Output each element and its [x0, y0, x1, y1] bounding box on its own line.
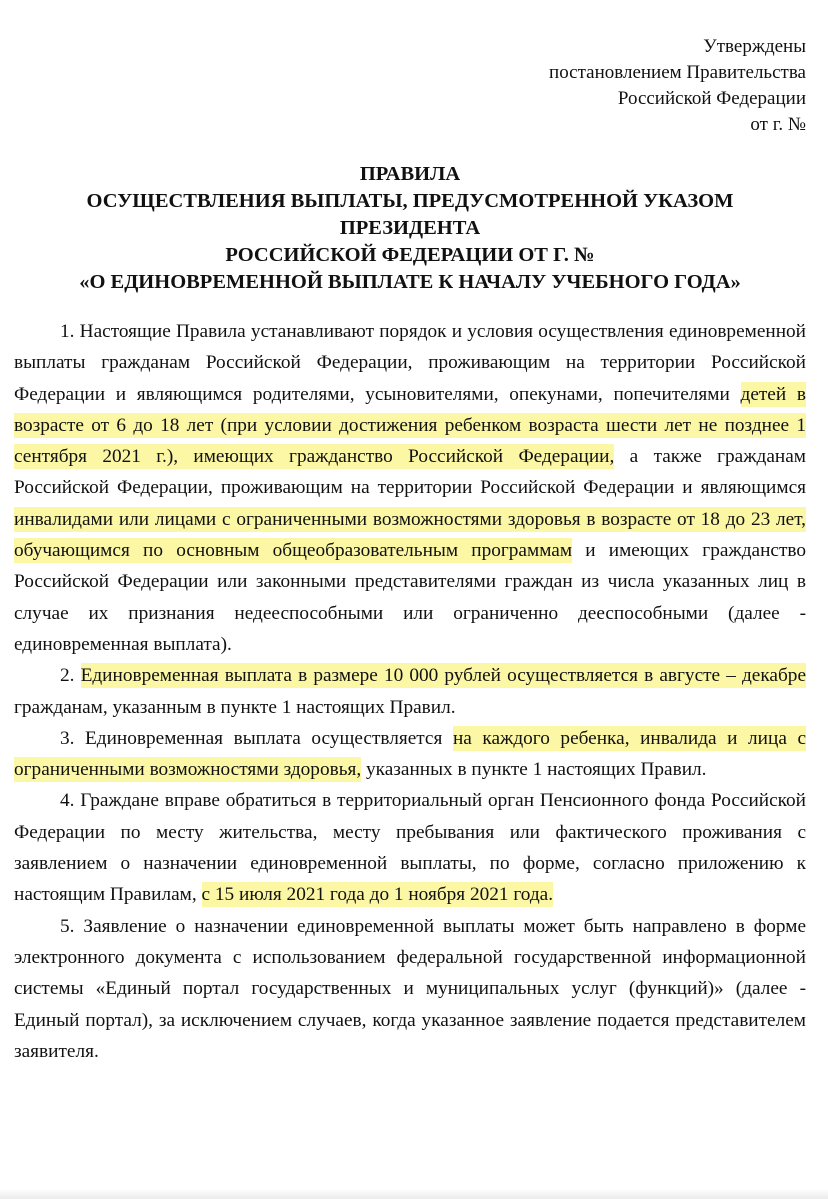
document-body: [14, 316, 806, 1067]
title-line: «О ЕДИНОВРЕМЕННОЙ ВЫПЛАТЕ К НАЧАЛУ УЧЕБНОГО ГОДА»: [79, 271, 741, 293]
highlighted-text: на каждого ребенка, инвалида и лица с ограниченными возможностями здоровья,: [14, 727, 807, 781]
highlighted-text: Единовременная выплата в размере 10 000 рублей осуществляется в августе – декабре: [80, 665, 807, 687]
approval-line: Российской Федерации: [617, 88, 806, 109]
paragraph-text: гражданам, указанным в пункте 1 настоящих Правил.: [14, 696, 456, 718]
approval-line: Утверждены: [703, 36, 806, 57]
paragraph-text: 3. Единовременная выплата осуществляется: [60, 727, 453, 749]
paragraph-text: 1. Настоящие Правила устанавливают порядок и условия осуществления единовременной выплаты гражданам Российской Федерации, проживающим на территории Российской Федерации и являющимся родителями, усыновителями, опекунами, попечителями: [14, 321, 806, 405]
title-line: ОСУЩЕСТВЛЕНИЯ ВЫПЛАТЫ, ПРЕДУСМОТРЕННОЙ УКАЗОМ: [86, 190, 734, 212]
title-line: ПРЕЗИДЕНТА: [339, 217, 481, 239]
highlighted-text: детей в возрасте от 6 до 18 лет (при условии достижения ребенком возраста шести лет не позднее 1 сентября 2021 г.), имеющих гражданство Российской Федерации,: [14, 383, 806, 468]
approval-stamp: [14, 34, 806, 138]
paragraph-2: [14, 660, 806, 723]
highlighted-text: инвалидами или лицами с ограниченными возможностями здоровья в возрасте от 18 до 23 лет, обучающимся по основным общеобразовательным программам: [14, 508, 806, 562]
paragraph-text: 4. Граждане вправе обратиться в территориальный орган Пенсионного фонда Российской Федерации по месту жительства, месту пребывания или фактического проживания с заявлением о назначении единовременной выплаты, по форме, согласно приложению к настоящим Правилам,: [14, 790, 806, 906]
paragraph-3: [14, 723, 806, 786]
title-line: РОССИЙСКОЙ ФЕДЕРАЦИИ ОТ Г. №: [225, 244, 595, 266]
paragraph-4: [14, 785, 806, 910]
paragraph-5: [14, 911, 806, 1067]
paragraph-text: 2.: [60, 665, 81, 687]
paragraph-text: и имеющих гражданство Российской Федерации или законными представителями граждан из числа указанных лиц в случае их признания недееспособными или ограниченно дееспособными (далее - единовременная выплата).: [14, 540, 807, 655]
highlighted-text: с 15 июля 2021 года до 1 ноября 2021 года.: [201, 884, 554, 906]
paragraph-text: 5. Заявление о назначении единовременной выплаты может быть направлено в форме электронного документа с использованием федеральной государственной информационной системы «Единый портал государственных и муниципальных услуг (функций)» (далее - Единый портал), за исключением случаев, когда указанное заявление подается представителем заявителя.: [14, 915, 806, 1062]
paragraph-1: [14, 316, 806, 660]
approval-line: постановлением Правительства: [549, 62, 806, 83]
document-title: [14, 161, 806, 296]
approval-line: от г. №: [750, 114, 806, 135]
paragraph-text: а также гражданам Российской Федерации, проживающим на территории Российской Федерации и являющимся: [14, 446, 806, 499]
paragraph-text: указанных в пункте 1 настоящих Правил.: [361, 759, 707, 781]
title-line: ПРАВИЛА: [359, 163, 461, 185]
page-edge-shadow: [0, 1189, 828, 1199]
